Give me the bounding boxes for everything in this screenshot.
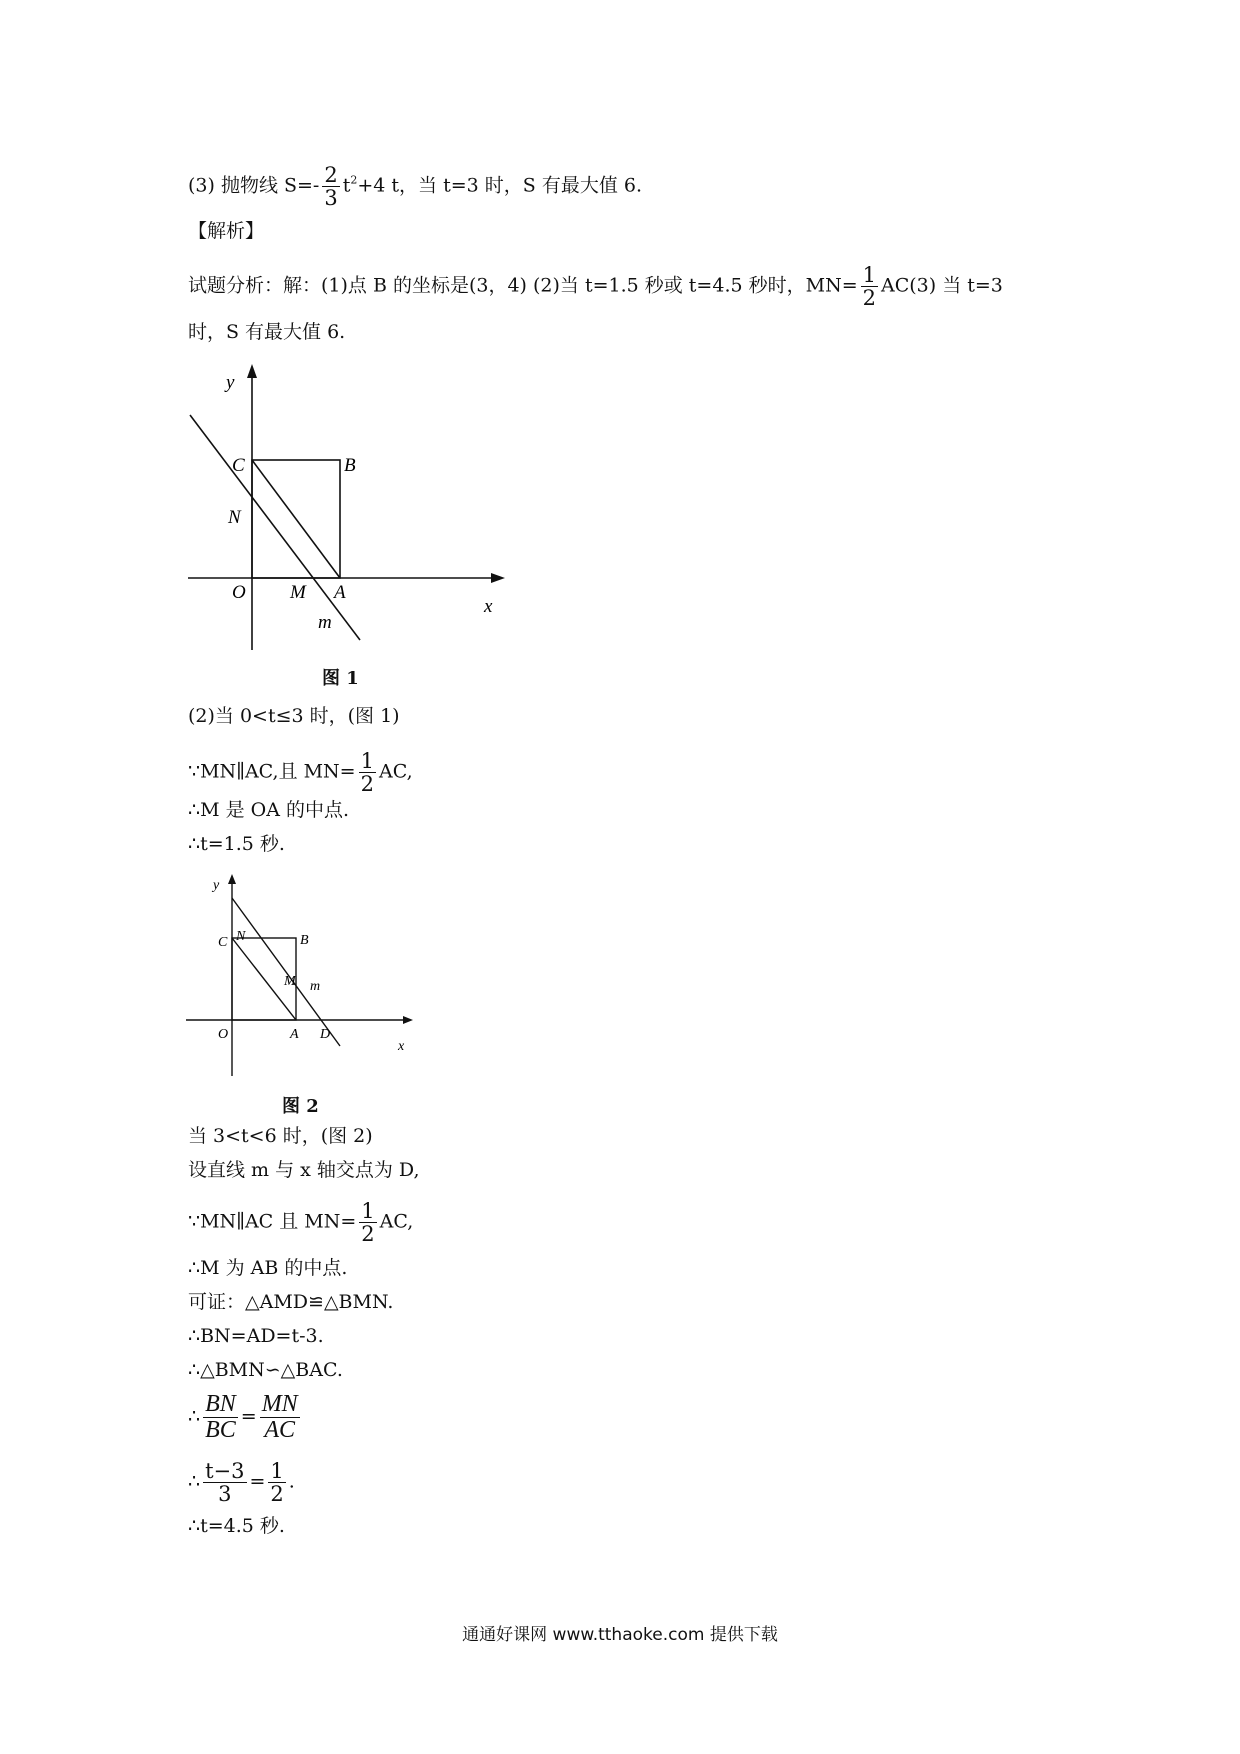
svg-text:x: x [398, 1039, 405, 1054]
analysis-line-2: 时，S 有最大值 6. [188, 321, 346, 343]
section-title: 【解析】 [188, 220, 265, 242]
svg-text:A: A [334, 582, 346, 603]
fig2-y-arrow [228, 874, 236, 884]
case2-line5: 可证：△AMD≌△BMN. [188, 1291, 394, 1313]
svg-text:y: y [213, 878, 220, 893]
case2-line10: ∴t=4.5 秒. [188, 1515, 285, 1537]
figure-1 [180, 360, 510, 660]
case2-line4: ∴M 为 AB 的中点. [188, 1257, 348, 1279]
svg-text:C: C [218, 935, 228, 950]
svg-text:N: N [228, 507, 241, 528]
fig2-x-arrow [403, 1016, 413, 1024]
figure-1-caption: 图 1 [322, 668, 359, 689]
answer-part-3: (3) 抛物线 S=- $\frac{2}{3}$ $t^2+4$ t，当 t=3 时，S 有最大值 6. [188, 163, 643, 211]
case2-line1: 当 3<t<6 时，(图 2) [188, 1125, 373, 1147]
case2-line2: 设直线 m 与 x 轴交点为 D, [188, 1159, 420, 1181]
fraction-one-half: $\frac{1}{2}$ [862, 263, 876, 311]
case2-line8: ∴ $\frac{BN}{BC}$ = $\frac{MN}{AC}$ [188, 1391, 298, 1444]
case1-line3: ∴M 是 OA 的中点. [188, 799, 349, 821]
case1-line2: ∵MN∥AC,且 MN= $\frac{1}{2}$ AC, [188, 749, 413, 797]
svg-text:O: O [218, 1027, 229, 1042]
svg-text:M: M [290, 582, 306, 603]
case2-line7: ∴△BMN∽△BAC. [188, 1359, 343, 1381]
svg-text:D: D [320, 1027, 331, 1042]
figure-2-caption: 图 2 [282, 1096, 319, 1117]
fraction-one-half: $\frac{1}{2}$ [270, 1459, 284, 1507]
analysis-line: 试题分析：解：(1)点 B 的坐标是(3，4) (2)当 t=1.5 秒或 t=4.5 秒时，MN= $\frac{1}{2}$ AC(3) 当 t=3 [188, 263, 1003, 311]
fig1-x-arrow [491, 573, 505, 583]
fraction-bn-over-bc: $\frac{BN}{BC}$ [205, 1391, 236, 1444]
svg-text:A: A [290, 1027, 299, 1042]
figure-2 [180, 868, 420, 1088]
fraction-t-minus-3-over-3: $\frac{t-3}{3}$ [205, 1459, 245, 1507]
fig1-line-AC [252, 460, 340, 578]
fraction-two-thirds: $\frac{2}{3}$ [324, 163, 338, 211]
fraction-mn-over-ac: $\frac{MN}{AC}$ [261, 1391, 298, 1444]
svg-text:B: B [300, 933, 309, 948]
svg-text:y: y [226, 372, 235, 393]
case1-line4: ∴t=1.5 秒. [188, 833, 285, 855]
fig2-line-m [232, 898, 340, 1046]
svg-text:N: N [236, 929, 246, 944]
footer: 通通好课网 www.tthaoke.com 提供下载 [462, 1625, 778, 1645]
svg-text:M: M [284, 974, 296, 989]
case1-line1: (2)当 0<t≤3 时，(图 1) [188, 705, 400, 727]
fig1-line-m [190, 415, 360, 640]
case2-line9: ∴ $\frac{t-3}{3}$ = $\frac{1}{2}$ . [188, 1459, 295, 1507]
case2-line3: ∵MN∥AC 且 MN= $\frac{1}{2}$ AC, [188, 1199, 414, 1247]
case2-line6: ∴BN=AD=t-3. [188, 1325, 324, 1347]
svg-text:C: C [232, 455, 245, 476]
svg-text:O: O [232, 582, 246, 603]
svg-text:x: x [484, 596, 493, 617]
fig1-y-arrow [247, 364, 257, 378]
svg-text:B: B [344, 455, 356, 476]
fraction-one-half: $\frac{1}{2}$ [361, 1199, 375, 1247]
svg-text:m: m [310, 979, 321, 994]
fraction-one-half: $\frac{1}{2}$ [360, 749, 374, 797]
svg-text:m: m [318, 612, 332, 633]
